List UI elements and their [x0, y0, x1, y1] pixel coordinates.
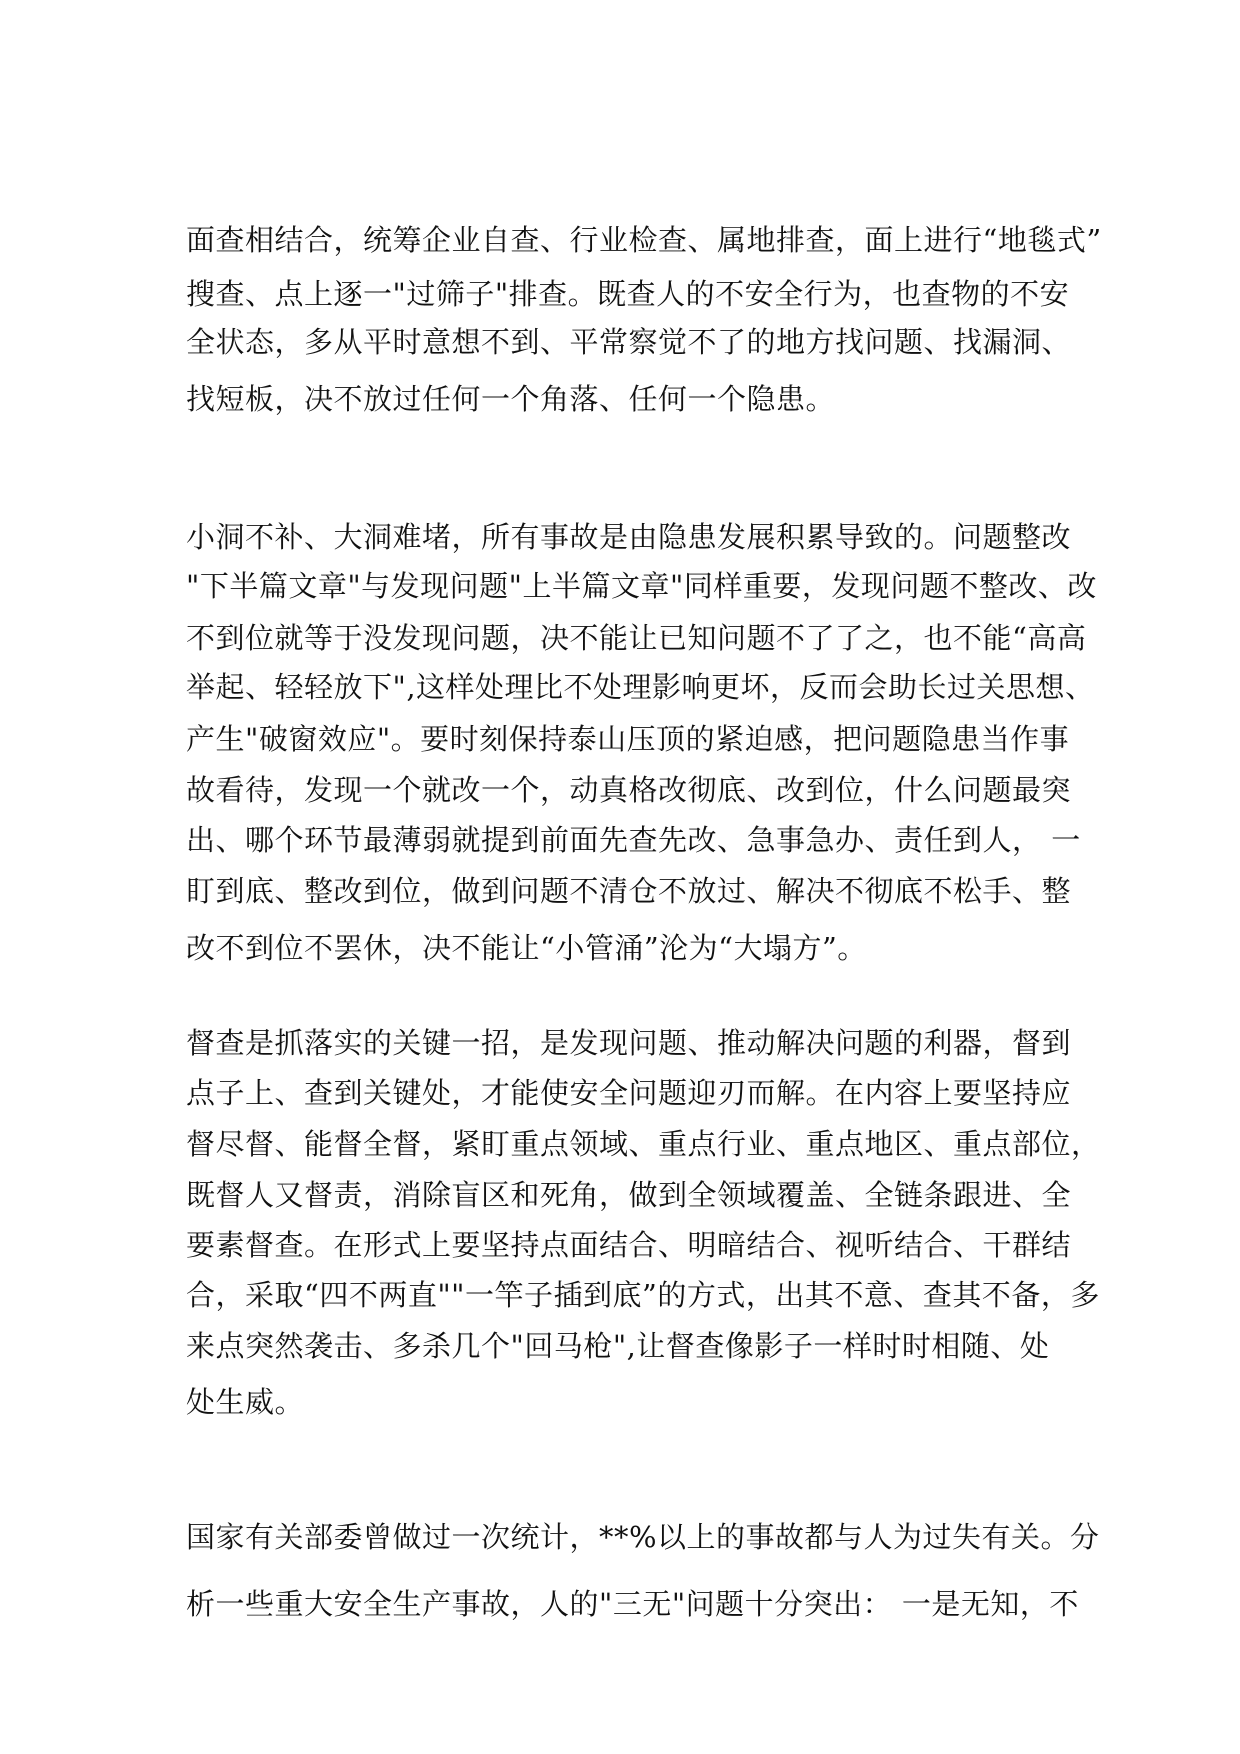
- text-line: 出、哪个环节最薄弱就提到前面先查先改、急事急办、责任到人， 一: [186, 823, 1081, 857]
- text-line: 督尽督、能督全督，紧盯重点领域、重点行业、重点地区、重点部位，: [186, 1127, 1101, 1161]
- text-line: "下半篇文章"与发现问题"上半篇文章"同样重要，发现问题不整改、改: [186, 569, 1097, 603]
- text-line: 找短板，决不放过任何一个角落、任何一个隐患。: [186, 382, 836, 416]
- text-line: 全状态，多从平时意想不到、平常察觉不了的地方找问题、找漏洞、: [186, 325, 1072, 359]
- text-line: 产生"破窗效应"。要时刻保持泰山压顶的紧迫感，把问题隐患当作事: [186, 722, 1070, 756]
- text-line: 既督人又督责，消除盲区和死角，做到全领域覆盖、全链条跟进、全: [186, 1178, 1072, 1212]
- text-line: 督查是抓落实的关键一招，是发现问题、推动解决问题的利器，督到: [186, 1026, 1072, 1060]
- text-line: 处生威。: [186, 1385, 305, 1419]
- text-line: 要素督查。在形式上要坚持点面结合、明暗结合、视听结合、干群结: [186, 1228, 1072, 1262]
- text-line: 故看待，发现一个就改一个，动真格改彻底、改到位，什么问题最突: [186, 773, 1072, 807]
- text-line: 析一些重大安全生产事故，人的"三无"问题十分突出： 一是无知，不: [186, 1587, 1079, 1621]
- text-line: 面查相结合，统筹企业自查、行业检查、属地排查，面上进行“地毯式”: [186, 223, 1102, 257]
- text-line: 国家有关部委曾做过一次统计，**%以上的事故都与人为过失有关。分: [186, 1520, 1100, 1554]
- text-line: 点子上、查到关键处，才能使安全问题迎刃而解。在内容上要坚持应: [186, 1076, 1072, 1110]
- text-line: 小洞不补、大洞难堵，所有事故是由隐患发展积累导致的。问题整改: [186, 520, 1072, 554]
- text-line: 不到位就等于没发现问题，决不能让已知问题不了了之，也不能“高高: [186, 621, 1087, 655]
- text-line: 盯到底、整改到位，做到问题不清仓不放过、解决不彻底不松手、整: [186, 874, 1072, 908]
- text-line: 举起、轻轻放下",这样处理比不处理影响更坏，反而会助长过关思想、: [186, 670, 1095, 704]
- text-line: 改不到位不罢休，决不能让“小管涌”沦为“大塌方”。: [186, 931, 867, 965]
- text-line: 搜查、点上逐一"过筛子"排查。既查人的不安全行为，也查物的不安: [186, 277, 1070, 311]
- text-line: 来点突然袭击、多杀几个"回马枪",让督查像影子一样时时相随、处: [186, 1329, 1050, 1363]
- text-line: 合，采取“四不两直""一竿子插到底”的方式，出其不意、查其不备，多: [186, 1278, 1100, 1312]
